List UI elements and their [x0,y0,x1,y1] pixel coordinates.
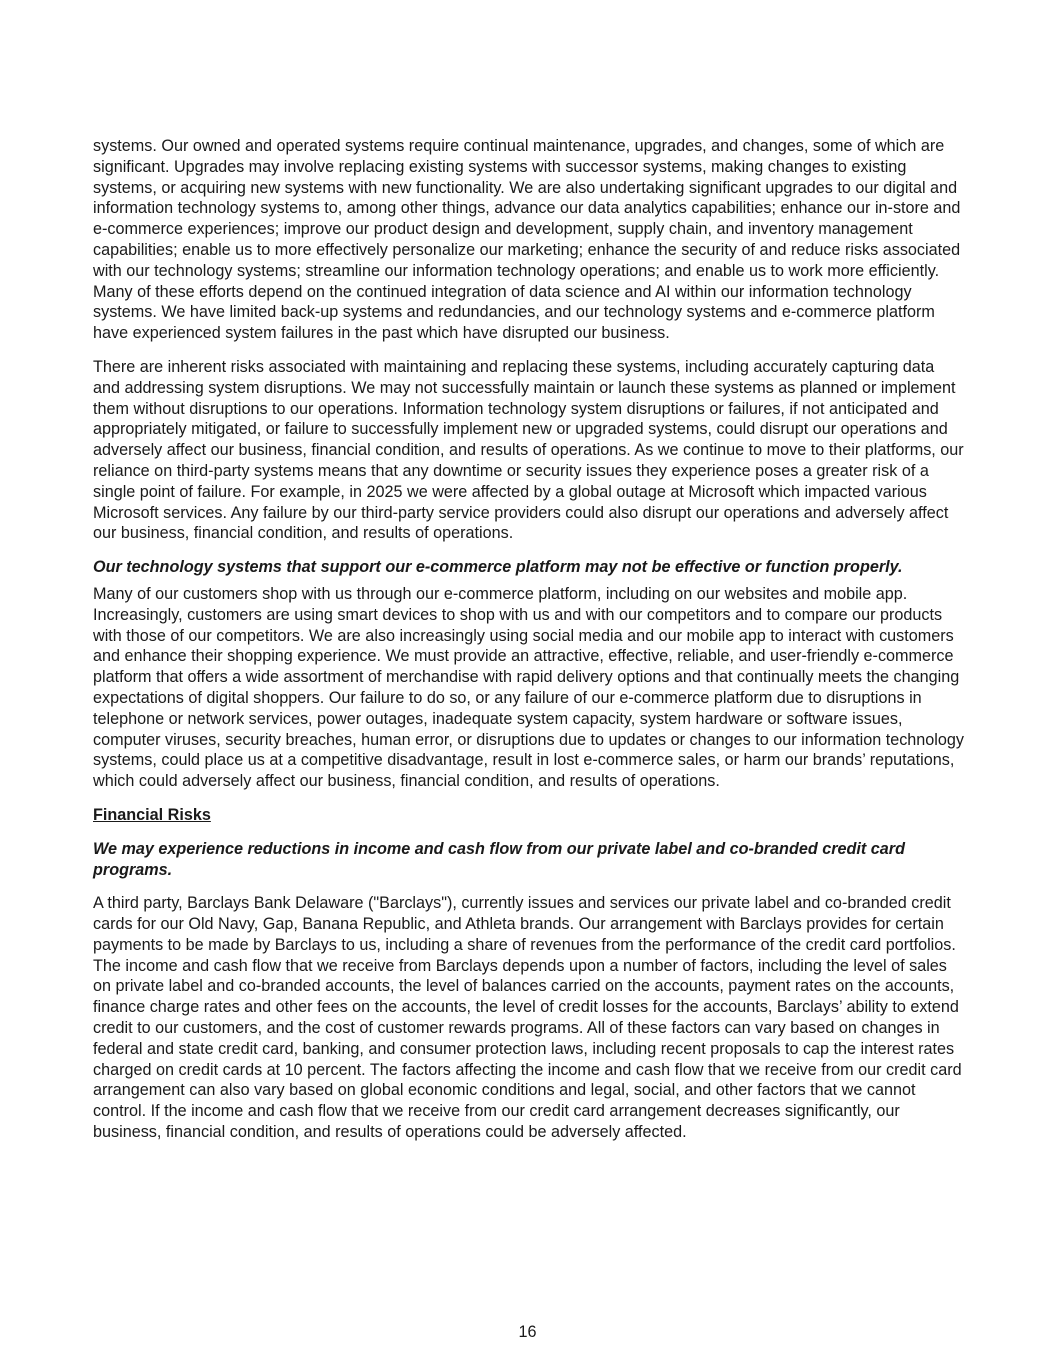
risk-heading-credit-card: We may experience reductions in income and cash flow from our private label and co-branded credit card programs. [93,839,905,879]
paragraph-systems-maintenance: systems. Our owned and operated systems require continual maintenance, upgrades, and changes, some of which are significant. Upgrades may involve replacing existing systems with successor systems, making changes to existing systems, or acquiring new systems with new functionality. We are also undertaking significant upgrades to our digital and information technology systems to, among other things, advance our data analytics capabilities; enhance our in-store and e-commerce experiences; improve our product design and development, supply chain, and inventory management capabilities; enable us to more effectively personalize our marketing; enhance the security of and reduce risks associated with our technology systems; streamline our information technology operations; and enable us to work more efficiently. Many of these efforts depend on the continued integration of data science and AI within our information technology systems. We have limited back-up systems and redundancies, and our technology systems and e-commerce platform have experienced system failures in the past which have disrupted our business. [93,137,961,343]
section-title-financial-risks: Financial Risks [93,805,211,824]
paragraph-inherent-risks: There are inherent risks associated with maintaining and replacing these systems, including accurately capturing data and addressing system disruptions. We may not successfully maintain or launch these systems as planned or implement them without disruptions to our operations. Information technology system disruptions or failures, if not anticipated and appropriately mitigated, or failure to successfully implement new or upgraded systems, could disrupt our operations and adversely affect our business, financial condition, and results of operations. As we continue to move to their platforms, our reliance on third-party systems means that any downtime or security issues they experience poses a greater risk of a single point of failure. For example, in 2025 we were affected by a global outage at Microsoft which impacted various Microsoft services. Any failure by our third-party service providers could also disrupt our operations and adversely affect our business, financial condition, and results of operations. [93,357,964,543]
risk-heading-ecommerce: Our technology systems that support our e-commerce platform may not be effective or function properly. [93,558,903,577]
page-number: 16 [518,1323,537,1341]
page-content [93,136,965,1156]
paragraph-ecommerce-platform: Many of our customers shop with us through our e-commerce platform, including on our websites and mobile app. Increasingly, customers are using smart devices to shop with us and with our competitors and to compare our products with those of our competitors. We are also increasingly using social media and our mobile app to interact with customers and enhance their shopping experience. We must provide an attractive, effective, reliable, and user-friendly e-commerce platform that offers a wide assortment of merchandise with rapid delivery options and that continually meets the changing expectations of digital shoppers. Our failure to do so, or any failure of our e-commerce platform due to disruptions in telephone or network services, power outages, inadequate system capacity, system hardware or software issues, computer viruses, security breaches, human error, or disruptions due to updates or changes to our information technology systems, could place us at a competitive disadvantage, result in lost e-commerce sales, or harm our brands’ reputations, which could adversely affect our business, financial condition, and results of operations. [93,584,964,791]
paragraph-barclays: A third party, Barclays Bank Delaware ("Barclays"), currently issues and services our private label and co-branded credit cards for our Old Navy, Gap, Banana Republic, and Athleta brands. Our arrangement with Barclays provides for certain payments to be made by Barclays to us, including a share of revenues from the performance of the credit card portfolios. The income and cash flow that we receive from Barclays depends upon a number of factors, including the level of sales on private label and co-branded accounts, the level of balances carried on the accounts, payment rates on the accounts, finance charge rates and other fees on the accounts, the level of credit losses for the accounts, Barclays’ ability to extend credit to our customers, and the cost of customer rewards programs. All of these factors can vary based on changes in federal and state credit card, banking, and consumer protection laws, including recent proposals to cap the interest rates charged on credit cards at 10 percent. The factors affecting the income and cash flow that we receive from our credit card arrangement can also vary based on global economic conditions and legal, social, and other factors that we cannot control. If the income and cash flow that we receive from our credit card arrangement decreases significantly, our business, financial condition, and results of operations could be adversely affected. [93,894,962,1142]
